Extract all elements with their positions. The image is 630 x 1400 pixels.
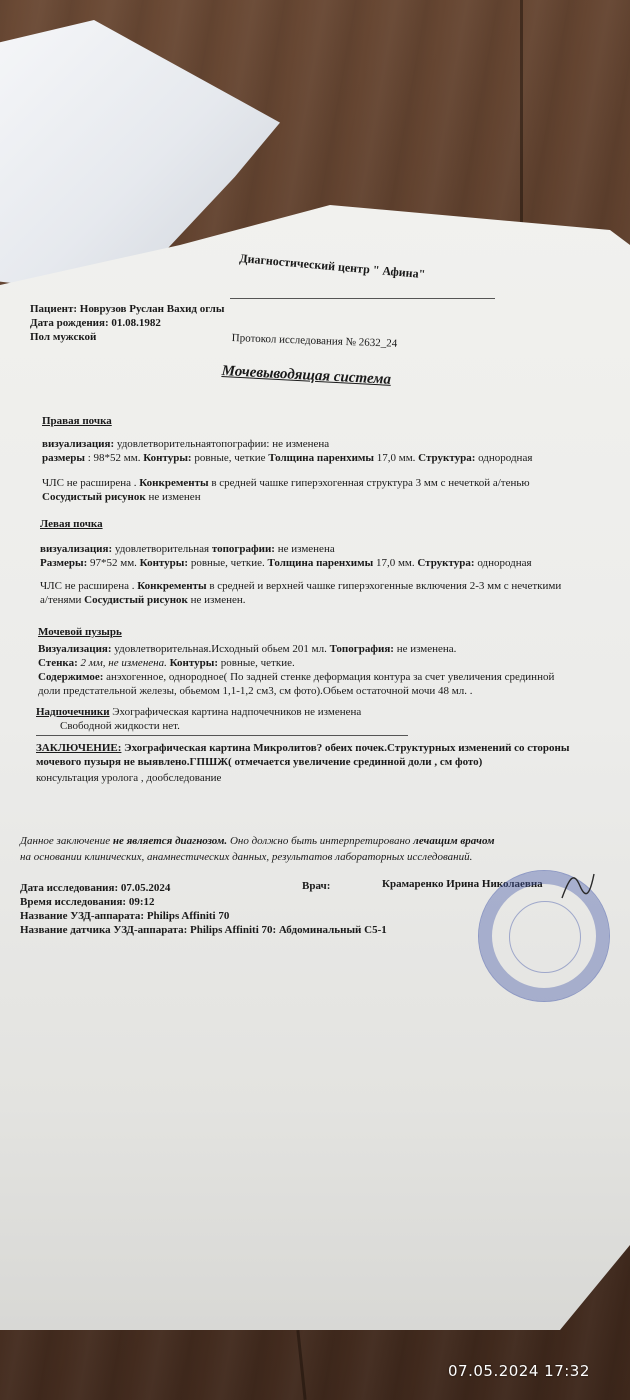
- value: ровные, четкие.: [188, 557, 268, 569]
- value: анэхогенное, однородное( По задней стенке деформация контура за счет увеличения срединной: [103, 671, 555, 683]
- clinic-stamp-inner: [509, 901, 581, 973]
- disclaimer-line2: на основании клинических, анамнестических данных, результатов лабораторных исследований.: [20, 851, 473, 863]
- label: Структура:: [418, 452, 476, 464]
- value: 17,0 мм.: [373, 557, 418, 569]
- study-time: Время исследования: 09:12: [20, 896, 155, 908]
- section-divider: [36, 735, 408, 736]
- label: Стенка:: [38, 657, 78, 669]
- disclaimer-line: [20, 835, 495, 848]
- left-kidney-sizes: [40, 557, 532, 570]
- bladder-heading: Мочевой пузырь: [38, 626, 122, 638]
- value: : 98*52 мм.: [84, 452, 144, 464]
- label: Толщина паренхимы: [268, 452, 374, 464]
- clinic-title: Диагностический центр " Афина": [238, 251, 426, 282]
- label: Структура:: [417, 557, 475, 569]
- value: 17,0 мм.: [374, 452, 419, 464]
- patient-sex: Пол мужской: [30, 331, 97, 343]
- label: Конкременты: [139, 477, 209, 489]
- value: не изменена.: [393, 643, 457, 655]
- sensor-name: Название датчика УЗД-аппарата: Philips Affiniti 70: Абдоминальный С5-1: [20, 924, 387, 936]
- title-underline: [230, 298, 495, 299]
- label: Сосудистый рисунок: [42, 491, 146, 503]
- value: не является диагнозом.: [112, 835, 228, 847]
- label: Надпочечники: [36, 706, 110, 718]
- value: в средней и верхней чашке гиперэхогенные включения 2-3 мм с нечеткими: [206, 580, 562, 592]
- label: Визуализация:: [38, 643, 112, 655]
- label: Сосудистый рисунок: [84, 594, 188, 606]
- label: Толщина паренхимы: [267, 557, 374, 569]
- value: не изменен: [145, 491, 201, 503]
- conclusion-line3: консультация уролога , дообследование: [36, 772, 222, 784]
- right-kidney-chls: [42, 477, 530, 490]
- label: Контуры:: [143, 452, 192, 464]
- value: 2 мм, не изменена.: [77, 657, 170, 669]
- value: однородная: [474, 557, 532, 569]
- value: ровные, четкие: [191, 452, 269, 464]
- value: 97*52 мм.: [87, 557, 140, 569]
- bladder-wall: [38, 657, 295, 670]
- value: удовлетворительная.Исходный обьем 201 мл.: [111, 643, 330, 655]
- value: удовлетворительнаятопографии: не изменена: [114, 438, 330, 450]
- photo-timestamp: 07.05.2024 17:32: [448, 1362, 590, 1380]
- bladder-visualization: [38, 643, 456, 656]
- label: размеры: [42, 452, 85, 464]
- right-kidney-visualization: [42, 438, 329, 451]
- conclusion-line: [36, 742, 569, 755]
- right-kidney-heading: Правая почка: [42, 415, 112, 427]
- value: лечащим врачом: [413, 835, 495, 847]
- value: не изменен.: [187, 594, 246, 606]
- value: не изменена: [274, 543, 335, 555]
- value: Эхографическая картина Микролитов? обеих почек.Структурных изменений со стороны: [121, 742, 570, 754]
- value: в средней чашке гиперэхогенная структура 3 мм с нечеткой а/тенью: [208, 477, 530, 489]
- value: ЧЛС не расширена .: [42, 477, 140, 489]
- free-fluid-line: Свободной жидкости нет.: [60, 720, 180, 732]
- left-kidney-visualization: [40, 543, 335, 556]
- bladder-content: [38, 671, 554, 684]
- value: а/тенями: [40, 594, 85, 606]
- doctor-name: Крамаренко Ирина Николаевна: [382, 878, 543, 890]
- value: ЧЛС не расширена .: [40, 580, 138, 592]
- patient-name: Пациент: Новрузов Руслан Вахид оглы: [30, 303, 225, 315]
- label: Контуры:: [169, 657, 219, 669]
- label: визуализация:: [42, 438, 115, 450]
- label: Размеры:: [40, 557, 88, 569]
- device-name: Название УЗД-аппарата: Philips Affiniti 70: [20, 910, 230, 922]
- left-kidney-chls: [40, 580, 561, 593]
- label: визуализация:: [40, 543, 113, 555]
- protocol-number: Протокол исследования № 2632_24: [231, 332, 398, 350]
- label: Контуры:: [139, 557, 189, 569]
- left-kidney-vascular: [40, 594, 246, 607]
- system-title: Мочевыводящая система: [221, 363, 392, 388]
- left-kidney-heading: Левая почка: [40, 518, 103, 530]
- label: Конкременты: [137, 580, 207, 592]
- value: Данное заключение: [20, 835, 113, 847]
- doctor-label: Врач:: [302, 880, 331, 892]
- value: Оно должно быть интерпретировано: [227, 835, 414, 847]
- bladder-content-line2: доли предстательной железы, обьемом 1,1-1,2 см3, см фото).Обьем остаточной мочи 48 мл. .: [38, 685, 473, 697]
- right-kidney-sizes: [42, 452, 532, 465]
- label: топографии:: [211, 543, 275, 555]
- value: ровные, четкие.: [218, 657, 295, 669]
- adrenals-line: [36, 706, 361, 719]
- value: однородная: [475, 452, 533, 464]
- conclusion-line2: мочевого пузыря не выявлено.ГПШЖ( отмечается увеличение срединной доли , см фото): [36, 756, 483, 768]
- value: удовлетворительная: [112, 543, 212, 555]
- value: Эхографическая картина надпочечников не изменена: [109, 706, 362, 718]
- label: Содержимое:: [38, 671, 104, 683]
- right-kidney-vascular: [42, 491, 201, 504]
- patient-dob: Дата рождения: 01.08.1982: [30, 317, 161, 329]
- label: Топография:: [329, 643, 394, 655]
- label: ЗАКЛЮЧЕНИЕ:: [36, 742, 122, 754]
- signature-mark: [560, 868, 596, 904]
- study-date: Дата исследования: 07.05.2024: [20, 882, 171, 894]
